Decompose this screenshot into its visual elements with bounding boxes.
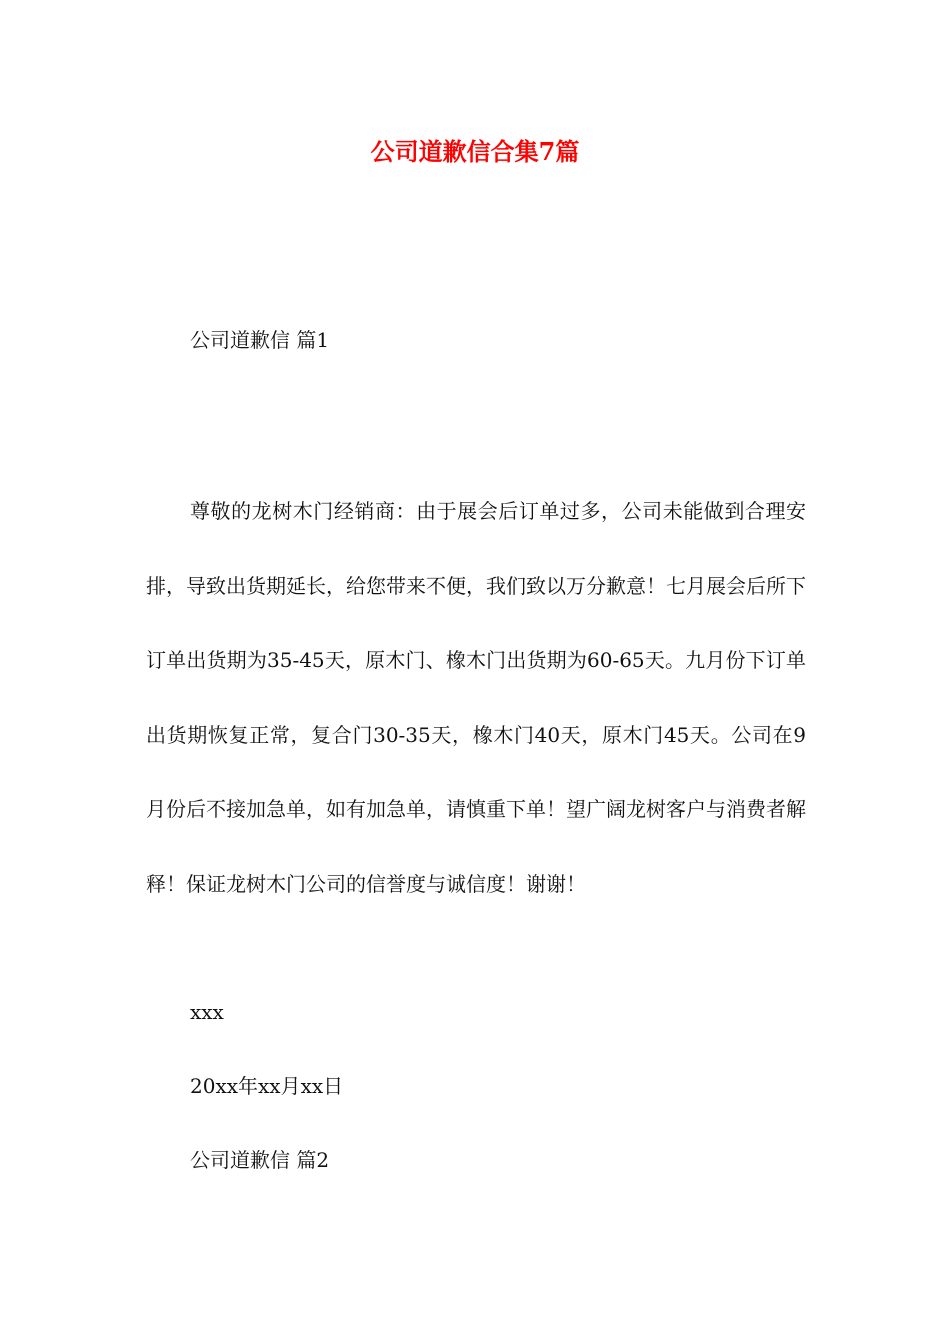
section-heading-2: 公司道歉信 篇2: [190, 1148, 330, 1172]
section-heading-1: 公司道歉信 篇1: [190, 328, 330, 352]
letter-signature: xxx: [190, 1000, 224, 1024]
letter-body-paragraph: 尊敬的龙树木门经销商：由于展会后订单过多，公司未能做到合理安排，导致出货期延长，给您带来不便，我们致以万分歉意！七月展会后所下订单出货期为35-45天，原木门、橡木门出货期为60-65天。九月份下订单出货期恢复正常，复合门30-35天，橡木门40天，原木门45天。公司在9月份后不接加急单，如有加急单，请慎重下单！望广阔龙树客户与消费者解释！保证龙树木门公司的信誉度与诚信度！谢谢！: [146, 499, 806, 896]
document-title: 公司道歉信合集7篇: [370, 137, 580, 166]
letter-date: 20xx年xx月xx日: [190, 1074, 344, 1098]
